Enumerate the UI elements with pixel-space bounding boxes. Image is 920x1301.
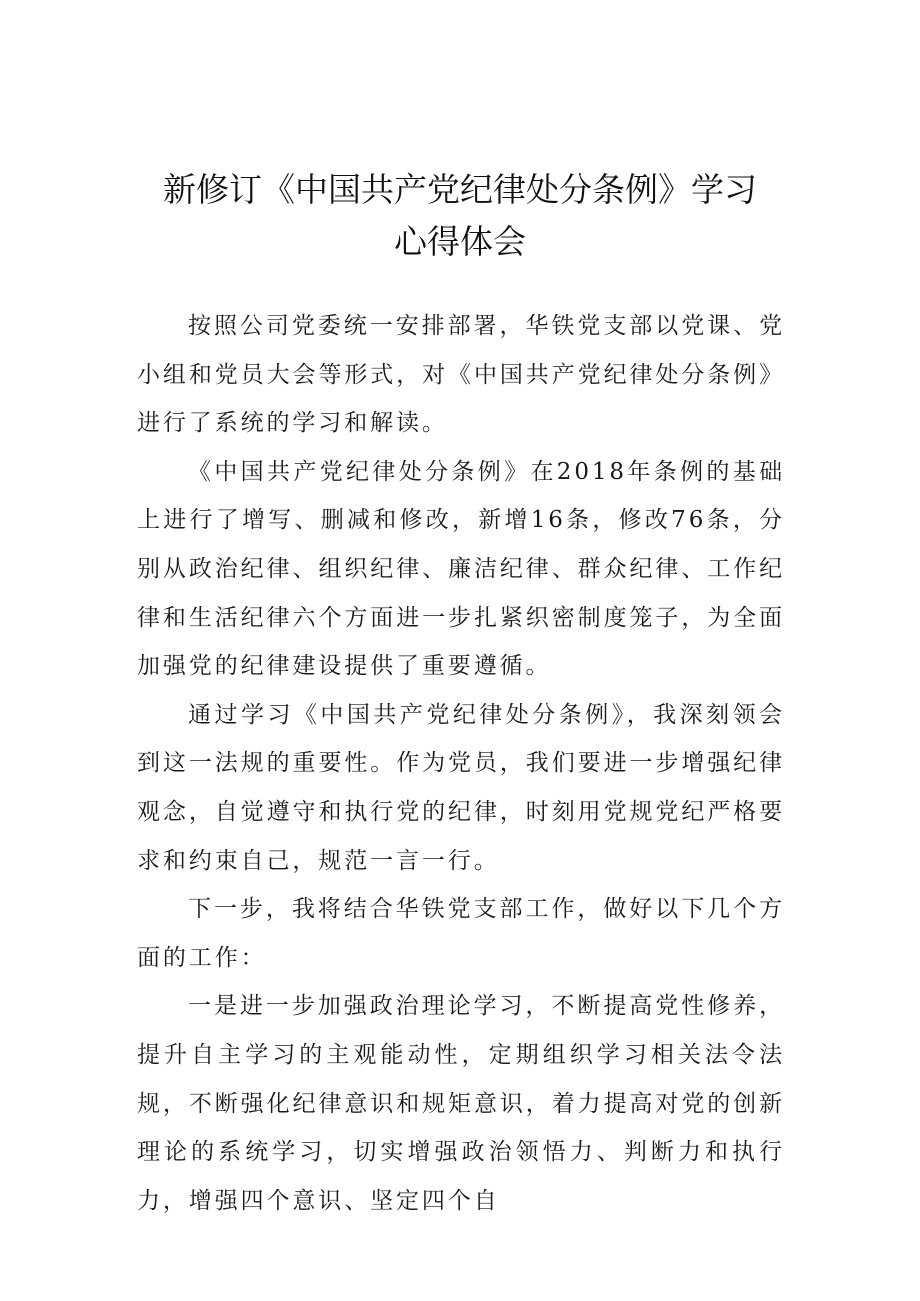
title-line-1: 新修订《中国共产党纪律处分条例》学习 [163,170,757,209]
document-body [137,302,785,1225]
paragraph-2: 《中国共产党纪律处分条例》在2018年条例的基础上进行了增写、删减和修改，新增16条，修改76条，分别从政治纪律、组织纪律、廉洁纪律、群众纪律、工作纪律和生活纪律六个方面进一步扎紧织密制度笼子，为全面加强党的纪律建设提供了重要遵循。 [137,458,785,680]
paragraph-4: 下一步，我将结合华铁党支部工作，做好以下几个方面的工作： [137,896,785,971]
title-line-2: 心得体会 [394,222,526,261]
document-title [0,164,920,268]
paragraph-5: 一是进一步加强政治理论学习，不断提高党性修养，提升自主学习的主观能动性，定期组织学习相关法令法规，不断强化纪律意识和规矩意识，着力提高对党的创新理论的系统学习，切实增强政治领悟力、判断力和执行力，增强四个意识、坚定四个自 [137,993,785,1214]
paragraph-1: 按照公司党委统一安排部署，华铁党支部以党课、党小组和党员大会等形式，对《中国共产党纪律处分条例》进行了系统的学习和解读。 [137,313,785,437]
paragraph-3: 通过学习《中国共产党纪律处分条例》，我深刻领会到这一法规的重要性。作为党员，我们要进一步增强纪律观念，自觉遵守和执行党的纪律，时刻用党规党纪严格要求和约束自己，规范一言一行。 [137,701,785,874]
